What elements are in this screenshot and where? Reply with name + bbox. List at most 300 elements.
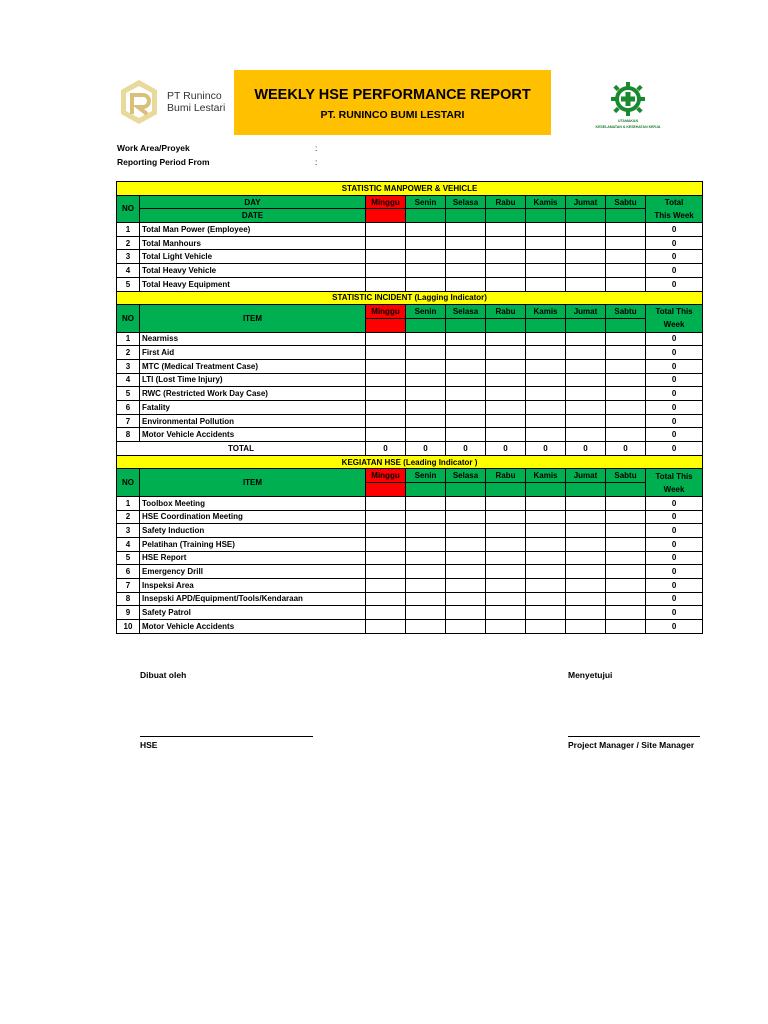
day-value-cell[interactable] (446, 264, 486, 278)
day-value-cell[interactable] (486, 551, 526, 565)
date-cell[interactable] (486, 209, 526, 223)
day-value-cell[interactable] (446, 496, 486, 510)
table-row (117, 524, 703, 538)
section-title-activity: KEGIATAN HSE (Leading Indicator ) (117, 455, 703, 469)
day-value-cell[interactable] (446, 359, 486, 373)
day-value-cell[interactable] (566, 524, 606, 538)
day-value-cell[interactable] (566, 236, 606, 250)
reporting-period-label: Reporting Period From (117, 157, 210, 167)
table-row (117, 346, 703, 360)
row-total: 0 (646, 359, 703, 373)
table-row (117, 510, 703, 524)
row-total: 0 (646, 373, 703, 387)
day-value-cell[interactable] (406, 332, 446, 346)
day-value-cell[interactable] (446, 537, 486, 551)
day-value-cell[interactable] (526, 250, 566, 264)
day-value-cell[interactable] (606, 606, 646, 620)
day-value-cell[interactable] (486, 592, 526, 606)
day-value-cell[interactable] (446, 414, 486, 428)
table-row (117, 592, 703, 606)
day-value-cell[interactable] (366, 524, 406, 538)
day-value-cell[interactable] (366, 551, 406, 565)
day-value-cell[interactable] (406, 592, 446, 606)
day-value-cell[interactable] (366, 510, 406, 524)
day-value-cell[interactable] (366, 346, 406, 360)
day-value-cell[interactable] (566, 387, 606, 401)
day-value-cell[interactable] (606, 496, 646, 510)
day-value-cell[interactable] (606, 250, 646, 264)
table-row (117, 496, 703, 510)
no-header: NO (117, 195, 140, 222)
day-value-cell[interactable] (446, 551, 486, 565)
day-value-cell[interactable] (366, 606, 406, 620)
day-value-cell[interactable] (486, 496, 526, 510)
day-value-cell[interactable] (446, 250, 486, 264)
day-value-cell[interactable] (606, 387, 646, 401)
day-value-cell[interactable] (366, 387, 406, 401)
day-value-cell[interactable] (526, 428, 566, 442)
day-value-cell[interactable] (566, 373, 606, 387)
day-value-cell[interactable] (486, 250, 526, 264)
total-row-value: 0 (606, 442, 646, 456)
row-label: LTI (Lost Time Injury) (140, 373, 366, 387)
manager-signature-line (568, 736, 700, 737)
table-row (117, 359, 703, 373)
day-value-cell[interactable] (486, 373, 526, 387)
row-number: 7 (117, 414, 140, 428)
row-label: Total Manhours (140, 236, 366, 250)
day-value-cell[interactable] (526, 359, 566, 373)
day-value-cell[interactable] (406, 524, 446, 538)
date-cell[interactable] (486, 318, 526, 332)
manpower-header-row-2 (117, 209, 703, 223)
day-value-cell[interactable] (486, 524, 526, 538)
total-header-line1: Total (664, 197, 684, 207)
day-value-cell[interactable] (446, 428, 486, 442)
report-title-box (234, 70, 551, 135)
day-header-selasa: Selasa (446, 469, 486, 483)
day-value-cell[interactable] (566, 510, 606, 524)
total-header-line1: Total This (655, 471, 693, 481)
day-value-cell[interactable] (366, 592, 406, 606)
table-row (117, 264, 703, 278)
day-value-cell[interactable] (446, 565, 486, 579)
day-value-cell[interactable] (566, 359, 606, 373)
row-number: 8 (117, 428, 140, 442)
day-value-cell[interactable] (406, 496, 446, 510)
day-value-cell[interactable] (566, 223, 606, 237)
day-header-rabu: Rabu (486, 469, 526, 483)
day-value-cell[interactable] (606, 620, 646, 634)
item-header: ITEM (140, 305, 366, 332)
day-value-cell[interactable] (446, 332, 486, 346)
day-value-cell[interactable] (486, 277, 526, 291)
day-value-cell[interactable] (526, 277, 566, 291)
day-value-cell[interactable] (406, 551, 446, 565)
day-value-cell[interactable] (566, 620, 606, 634)
activity-header-row-1 (117, 469, 703, 483)
date-cell[interactable] (366, 483, 406, 497)
row-number: 5 (117, 277, 140, 291)
row-number: 10 (117, 620, 140, 634)
row-label: Emergency Drill (140, 565, 366, 579)
day-value-cell[interactable] (526, 592, 566, 606)
day-value-cell[interactable] (606, 428, 646, 442)
table-row (117, 565, 703, 579)
day-value-cell[interactable] (526, 387, 566, 401)
row-label: Toolbox Meeting (140, 496, 366, 510)
day-value-cell[interactable] (606, 578, 646, 592)
day-header-senin: Senin (406, 469, 446, 483)
day-value-cell[interactable] (606, 373, 646, 387)
row-total: 0 (646, 250, 703, 264)
day-value-cell[interactable] (446, 236, 486, 250)
section-header-incident (117, 291, 703, 305)
day-value-cell[interactable] (406, 264, 446, 278)
day-header-minggu: Minggu (366, 195, 406, 209)
day-value-cell[interactable] (486, 346, 526, 360)
day-value-cell[interactable] (366, 236, 406, 250)
day-value-cell[interactable] (406, 277, 446, 291)
day-value-cell[interactable] (526, 264, 566, 278)
company-name-line1: PT Runinco (167, 90, 222, 102)
day-value-cell[interactable] (566, 606, 606, 620)
row-total: 0 (646, 551, 703, 565)
day-value-cell[interactable] (366, 373, 406, 387)
day-value-cell[interactable] (606, 277, 646, 291)
day-value-cell[interactable] (526, 332, 566, 346)
table-row (117, 387, 703, 401)
day-value-cell[interactable] (486, 620, 526, 634)
day-value-cell[interactable] (446, 373, 486, 387)
day-value-cell[interactable] (566, 496, 606, 510)
table-row (117, 606, 703, 620)
day-value-cell[interactable] (566, 428, 606, 442)
day-value-cell[interactable] (366, 223, 406, 237)
day-value-cell[interactable] (526, 510, 566, 524)
day-header-minggu: Minggu (366, 305, 406, 319)
incident-header-row-1 (117, 305, 703, 319)
day-value-cell[interactable] (486, 332, 526, 346)
day-value-cell[interactable] (526, 606, 566, 620)
table-row (117, 373, 703, 387)
row-label: Pelatihan (Training HSE) (140, 537, 366, 551)
day-value-cell[interactable] (526, 414, 566, 428)
day-header-jumat: Jumat (566, 195, 606, 209)
work-area-row (117, 143, 318, 153)
day-value-cell[interactable] (526, 578, 566, 592)
day-value-cell[interactable] (566, 332, 606, 346)
day-value-cell[interactable] (486, 401, 526, 415)
row-number: 6 (117, 565, 140, 579)
day-value-cell[interactable] (566, 592, 606, 606)
company-logo (117, 78, 235, 126)
row-total: 0 (646, 332, 703, 346)
total-row-value: 0 (646, 442, 703, 456)
date-cell[interactable] (366, 209, 406, 223)
day-value-cell[interactable] (406, 578, 446, 592)
k3-logo (584, 80, 672, 136)
day-value-cell[interactable] (406, 223, 446, 237)
day-value-cell[interactable] (406, 373, 446, 387)
date-cell[interactable] (566, 483, 606, 497)
date-cell[interactable] (446, 318, 486, 332)
day-value-cell[interactable] (606, 551, 646, 565)
day-value-cell[interactable] (366, 250, 406, 264)
day-value-cell[interactable] (486, 510, 526, 524)
date-cell[interactable] (526, 209, 566, 223)
day-value-cell[interactable] (606, 537, 646, 551)
row-total: 0 (646, 524, 703, 538)
date-cell[interactable] (526, 318, 566, 332)
day-value-cell[interactable] (526, 401, 566, 415)
row-number: 9 (117, 606, 140, 620)
hse-performance-table (116, 181, 703, 634)
date-cell[interactable] (406, 318, 446, 332)
row-number: 3 (117, 524, 140, 538)
day-value-cell[interactable] (566, 551, 606, 565)
total-row-value: 0 (406, 442, 446, 456)
date-cell[interactable] (446, 209, 486, 223)
hse-signature-line (140, 736, 313, 737)
hse-signature-label: HSE (140, 740, 158, 750)
day-value-cell[interactable] (366, 401, 406, 415)
day-value-cell[interactable] (606, 401, 646, 415)
table-row (117, 236, 703, 250)
row-total: 0 (646, 606, 703, 620)
day-header-sabtu: Sabtu (606, 195, 646, 209)
day-value-cell[interactable] (486, 537, 526, 551)
day-value-cell[interactable] (566, 346, 606, 360)
date-cell[interactable] (446, 483, 486, 497)
row-number: 3 (117, 250, 140, 264)
row-label: Safety Patrol (140, 606, 366, 620)
day-value-cell[interactable] (446, 223, 486, 237)
day-value-cell[interactable] (486, 578, 526, 592)
table-row (117, 414, 703, 428)
day-value-cell[interactable] (366, 359, 406, 373)
day-value-cell[interactable] (566, 401, 606, 415)
row-total: 0 (646, 496, 703, 510)
day-value-cell[interactable] (366, 496, 406, 510)
table-row (117, 428, 703, 442)
day-value-cell[interactable] (406, 565, 446, 579)
day-value-cell[interactable] (406, 250, 446, 264)
date-cell[interactable] (566, 318, 606, 332)
day-value-cell[interactable] (606, 414, 646, 428)
day-value-cell[interactable] (566, 250, 606, 264)
work-area-colon: : (315, 143, 318, 153)
day-value-cell[interactable] (486, 236, 526, 250)
day-value-cell[interactable] (366, 332, 406, 346)
day-header-senin: Senin (406, 195, 446, 209)
day-value-cell[interactable] (446, 578, 486, 592)
day-value-cell[interactable] (366, 277, 406, 291)
row-number: 7 (117, 578, 140, 592)
row-total: 0 (646, 428, 703, 442)
day-value-cell[interactable] (486, 387, 526, 401)
date-cell[interactable] (486, 483, 526, 497)
day-value-cell[interactable] (486, 428, 526, 442)
row-total: 0 (646, 565, 703, 579)
day-header-jumat: Jumat (566, 305, 606, 319)
day-value-cell[interactable] (606, 223, 646, 237)
day-value-cell[interactable] (486, 565, 526, 579)
day-value-cell[interactable] (566, 414, 606, 428)
row-total: 0 (646, 264, 703, 278)
day-value-cell[interactable] (566, 277, 606, 291)
day-value-cell[interactable] (366, 264, 406, 278)
day-value-cell[interactable] (526, 346, 566, 360)
row-label: Total Man Power (Employee) (140, 223, 366, 237)
row-label: Environmental Pollution (140, 414, 366, 428)
row-total: 0 (646, 277, 703, 291)
day-value-cell[interactable] (606, 592, 646, 606)
day-value-cell[interactable] (486, 264, 526, 278)
day-value-cell[interactable] (446, 277, 486, 291)
total-row-value: 0 (366, 442, 406, 456)
day-value-cell[interactable] (406, 387, 446, 401)
total-this-week-header (646, 469, 703, 496)
day-value-cell[interactable] (446, 524, 486, 538)
day-value-cell[interactable] (366, 414, 406, 428)
day-value-cell[interactable] (606, 264, 646, 278)
row-label: HSE Coordination Meeting (140, 510, 366, 524)
day-value-cell[interactable] (406, 401, 446, 415)
day-value-cell[interactable] (486, 606, 526, 620)
row-number: 6 (117, 401, 140, 415)
row-total: 0 (646, 510, 703, 524)
made-by-label: Dibuat oleh (140, 670, 187, 680)
day-value-cell[interactable] (366, 578, 406, 592)
approved-by-label: Menyetujui (568, 670, 613, 680)
day-value-cell[interactable] (606, 565, 646, 579)
day-value-cell[interactable] (606, 346, 646, 360)
date-cell[interactable] (526, 483, 566, 497)
day-value-cell[interactable] (446, 387, 486, 401)
day-value-cell[interactable] (446, 620, 486, 634)
day-value-cell[interactable] (606, 359, 646, 373)
row-total: 0 (646, 620, 703, 634)
day-value-cell[interactable] (606, 236, 646, 250)
date-cell[interactable] (606, 209, 646, 223)
day-value-cell[interactable] (606, 524, 646, 538)
row-label: MTC (Medical Treatment Case) (140, 359, 366, 373)
day-value-cell[interactable] (606, 510, 646, 524)
day-value-cell[interactable] (366, 620, 406, 634)
row-total: 0 (646, 223, 703, 237)
total-header-line2: Week (663, 484, 685, 494)
total-row-value: 0 (566, 442, 606, 456)
day-value-cell[interactable] (446, 346, 486, 360)
section-title-manpower: STATISTIC MANPOWER & VEHICLE (117, 182, 703, 196)
day-value-cell[interactable] (526, 524, 566, 538)
day-value-cell[interactable] (406, 510, 446, 524)
total-header-line2: This Week (654, 210, 694, 220)
day-value-cell[interactable] (406, 620, 446, 634)
day-value-cell[interactable] (526, 373, 566, 387)
day-value-cell[interactable] (526, 620, 566, 634)
row-total: 0 (646, 346, 703, 360)
day-value-cell[interactable] (446, 592, 486, 606)
date-cell[interactable] (606, 318, 646, 332)
day-header-senin: Senin (406, 305, 446, 319)
date-cell[interactable] (366, 318, 406, 332)
day-value-cell[interactable] (406, 428, 446, 442)
row-number: 8 (117, 592, 140, 606)
table-row (117, 578, 703, 592)
day-value-cell[interactable] (366, 428, 406, 442)
day-value-cell[interactable] (366, 565, 406, 579)
table-row (117, 401, 703, 415)
total-header-line2: Week (663, 320, 685, 330)
day-value-cell[interactable] (566, 578, 606, 592)
day-header-selasa: Selasa (446, 195, 486, 209)
row-number: 5 (117, 551, 140, 565)
day-value-cell[interactable] (526, 223, 566, 237)
date-cell[interactable] (606, 483, 646, 497)
day-value-cell[interactable] (526, 565, 566, 579)
day-value-cell[interactable] (446, 401, 486, 415)
day-value-cell[interactable] (406, 606, 446, 620)
day-value-cell[interactable] (566, 264, 606, 278)
day-value-cell[interactable] (406, 236, 446, 250)
day-value-cell[interactable] (526, 551, 566, 565)
day-label-header: DAY (140, 195, 366, 209)
row-label: Total Heavy Vehicle (140, 264, 366, 278)
day-value-cell[interactable] (526, 537, 566, 551)
day-header-sabtu: Sabtu (606, 469, 646, 483)
row-total: 0 (646, 387, 703, 401)
row-number: 4 (117, 537, 140, 551)
day-value-cell[interactable] (406, 346, 446, 360)
day-value-cell[interactable] (486, 223, 526, 237)
incident-total-row (117, 442, 703, 456)
day-header-rabu: Rabu (486, 305, 526, 319)
day-value-cell[interactable] (566, 565, 606, 579)
total-this-week-header (646, 305, 703, 332)
day-value-cell[interactable] (366, 537, 406, 551)
date-cell[interactable] (406, 209, 446, 223)
day-value-cell[interactable] (446, 510, 486, 524)
date-label-header: DATE (140, 209, 366, 223)
company-name-line2: Bumi Lestari (167, 102, 226, 114)
row-number: 3 (117, 359, 140, 373)
total-row-value: 0 (526, 442, 566, 456)
row-number: 2 (117, 236, 140, 250)
section-title-incident: STATISTIC INCIDENT (Lagging Indicator) (117, 291, 703, 305)
day-value-cell[interactable] (486, 359, 526, 373)
row-total: 0 (646, 414, 703, 428)
day-value-cell[interactable] (406, 414, 446, 428)
row-label: Total Light Vehicle (140, 250, 366, 264)
k3-gear-cross-icon (607, 80, 649, 118)
date-cell[interactable] (566, 209, 606, 223)
day-value-cell[interactable] (406, 359, 446, 373)
day-value-cell[interactable] (486, 414, 526, 428)
day-header-jumat: Jumat (566, 469, 606, 483)
day-value-cell[interactable] (406, 537, 446, 551)
day-value-cell[interactable] (566, 537, 606, 551)
row-label: First Aid (140, 346, 366, 360)
date-cell[interactable] (406, 483, 446, 497)
day-value-cell[interactable] (526, 496, 566, 510)
day-value-cell[interactable] (526, 236, 566, 250)
day-value-cell[interactable] (446, 606, 486, 620)
day-value-cell[interactable] (606, 332, 646, 346)
row-label: Motor Vehicle Accidents (140, 428, 366, 442)
reporting-period-colon: : (315, 157, 318, 167)
